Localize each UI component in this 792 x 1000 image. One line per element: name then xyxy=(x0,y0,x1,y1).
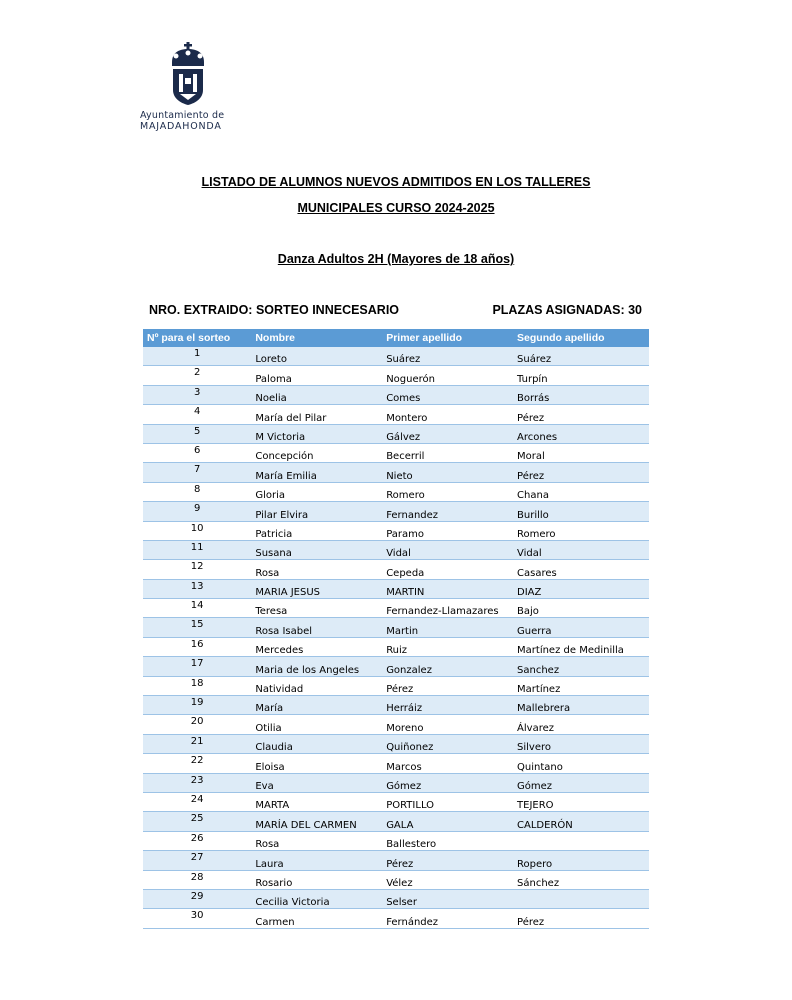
table-row xyxy=(143,754,649,773)
table-row xyxy=(143,851,649,870)
cell-draw-number: 28 xyxy=(143,870,251,889)
cell-draw-number: 12 xyxy=(143,560,251,579)
table-row xyxy=(143,599,649,618)
table-row xyxy=(143,347,649,366)
cell-draw-number: 6 xyxy=(143,443,251,462)
cell-draw-number: 30 xyxy=(143,909,251,928)
cell-first-name: Gloria xyxy=(251,482,382,501)
draw-number-info: NRO. EXTRAIDO: SORTEO INNECESARIO xyxy=(149,303,400,317)
cell-first-name: Rosa Isabel xyxy=(251,618,382,637)
table-row xyxy=(143,540,649,559)
table-row xyxy=(143,676,649,695)
cell-first-surname: Marcos xyxy=(382,754,513,773)
cell-first-surname: GALA xyxy=(382,812,513,831)
cell-second-surname: Moral xyxy=(513,443,649,462)
header-first-surname: Primer apellido xyxy=(382,329,513,347)
cell-first-surname: Vélez xyxy=(382,870,513,889)
cell-second-surname xyxy=(513,889,649,908)
cell-first-surname: Fernandez xyxy=(382,502,513,521)
document-title-line1: LISTADO DE ALUMNOS NUEVOS ADMITIDOS EN LOS TALLERES xyxy=(201,175,591,189)
cell-first-name: MARTA xyxy=(251,792,382,811)
table-row xyxy=(143,715,649,734)
cell-first-surname: PORTILLO xyxy=(382,792,513,811)
cell-first-surname: Romero xyxy=(382,482,513,501)
table-row xyxy=(143,792,649,811)
cell-draw-number: 9 xyxy=(143,502,251,521)
cell-draw-number: 26 xyxy=(143,831,251,850)
cell-first-surname: Paramo xyxy=(382,521,513,540)
cell-draw-number: 16 xyxy=(143,637,251,656)
table-row xyxy=(143,618,649,637)
table-row xyxy=(143,637,649,656)
cell-second-surname: Bajo xyxy=(513,599,649,618)
cell-draw-number: 2 xyxy=(143,366,251,385)
cell-second-surname: Suárez xyxy=(513,347,649,366)
cell-first-surname: Moreno xyxy=(382,715,513,734)
logo-caption xyxy=(140,110,240,132)
admitted-students-table xyxy=(143,329,649,929)
table-row xyxy=(143,889,649,908)
cell-first-name: Pilar Elvira xyxy=(251,502,382,521)
cell-second-surname: Arcones xyxy=(513,424,649,443)
cell-second-surname: Silvero xyxy=(513,734,649,753)
cell-second-surname xyxy=(513,831,649,850)
table-row xyxy=(143,366,649,385)
cell-second-surname: Gómez xyxy=(513,773,649,792)
table-row xyxy=(143,482,649,501)
cell-draw-number: 15 xyxy=(143,618,251,637)
cell-first-surname: Gómez xyxy=(382,773,513,792)
cell-second-surname: CALDERÓN xyxy=(513,812,649,831)
cell-draw-number: 7 xyxy=(143,463,251,482)
cell-first-name: Rosario xyxy=(251,870,382,889)
cell-first-surname: Gonzalez xyxy=(382,657,513,676)
table-row xyxy=(143,773,649,792)
cell-draw-number: 11 xyxy=(143,540,251,559)
table-header-row xyxy=(143,329,649,347)
cell-first-name: Laura xyxy=(251,851,382,870)
cell-second-surname: Sanchez xyxy=(513,657,649,676)
table-row xyxy=(143,831,649,850)
cell-first-surname: Selser xyxy=(382,889,513,908)
cell-draw-number: 13 xyxy=(143,579,251,598)
cell-first-name: Paloma xyxy=(251,366,382,385)
cell-first-name: Cecilia Victoria xyxy=(251,889,382,908)
header-draw-number: Nº para el sorteo xyxy=(143,329,251,347)
cell-second-surname: Chana xyxy=(513,482,649,501)
cell-first-name: Teresa xyxy=(251,599,382,618)
cell-second-surname: DIAZ xyxy=(513,579,649,598)
cell-first-surname: Vidal xyxy=(382,540,513,559)
cell-first-surname: Fernandez-Llamazares xyxy=(382,599,513,618)
cell-first-name: María Emilia xyxy=(251,463,382,482)
cell-draw-number: 18 xyxy=(143,676,251,695)
header-second-surname: Segundo apellido xyxy=(513,329,649,347)
table-row xyxy=(143,657,649,676)
table-row xyxy=(143,812,649,831)
cell-first-name: Eva xyxy=(251,773,382,792)
logo-line2: MAJADAHONDA xyxy=(140,121,222,132)
cell-first-name: Otilia xyxy=(251,715,382,734)
cell-first-name: MARIA JESUS xyxy=(251,579,382,598)
cell-draw-number: 14 xyxy=(143,599,251,618)
table-row xyxy=(143,696,649,715)
table-row xyxy=(143,734,649,753)
cell-first-surname: Suárez xyxy=(382,347,513,366)
crown-shield-icon xyxy=(168,42,208,106)
cell-first-surname: Pérez xyxy=(382,676,513,695)
cell-first-surname: Martin xyxy=(382,618,513,637)
cell-second-surname: Vidal xyxy=(513,540,649,559)
cell-draw-number: 27 xyxy=(143,851,251,870)
cell-first-name: MARÍA DEL CARMEN xyxy=(251,812,382,831)
table-row xyxy=(143,463,649,482)
cell-second-surname: Ropero xyxy=(513,851,649,870)
cell-second-surname: Pérez xyxy=(513,405,649,424)
table-row xyxy=(143,502,649,521)
cell-draw-number: 19 xyxy=(143,696,251,715)
cell-draw-number: 21 xyxy=(143,734,251,753)
table-row xyxy=(143,424,649,443)
cell-first-surname: Nieto xyxy=(382,463,513,482)
cell-first-name: Carmen xyxy=(251,909,382,928)
cell-first-name: María xyxy=(251,696,382,715)
cell-first-name: Noelia xyxy=(251,385,382,404)
cell-first-name: M Victoria xyxy=(251,424,382,443)
logo-line1: Ayuntamiento de xyxy=(140,110,225,121)
cell-draw-number: 24 xyxy=(143,792,251,811)
cell-draw-number: 29 xyxy=(143,889,251,908)
table-row xyxy=(143,443,649,462)
assigned-places-info: PLAZAS ASIGNADAS: 30 xyxy=(492,303,642,317)
table-row xyxy=(143,579,649,598)
table-row xyxy=(143,521,649,540)
cell-first-name: Concepción xyxy=(251,443,382,462)
cell-second-surname: Pérez xyxy=(513,909,649,928)
cell-second-surname: Casares xyxy=(513,560,649,579)
cell-second-surname: Burillo xyxy=(513,502,649,521)
cell-second-surname: Borrás xyxy=(513,385,649,404)
cell-draw-number: 10 xyxy=(143,521,251,540)
cell-draw-number: 8 xyxy=(143,482,251,501)
cell-first-name: Susana xyxy=(251,540,382,559)
cell-first-name: Rosa xyxy=(251,560,382,579)
cell-second-surname: Pérez xyxy=(513,463,649,482)
cell-first-surname: Pérez xyxy=(382,851,513,870)
cell-first-surname: Becerril xyxy=(382,443,513,462)
table-row xyxy=(143,909,649,928)
table-row xyxy=(143,385,649,404)
cell-first-surname: Ballestero xyxy=(382,831,513,850)
cell-draw-number: 23 xyxy=(143,773,251,792)
table-row xyxy=(143,560,649,579)
cell-second-surname: Sánchez xyxy=(513,870,649,889)
cell-second-surname: Turpín xyxy=(513,366,649,385)
table-row xyxy=(143,870,649,889)
cell-draw-number: 20 xyxy=(143,715,251,734)
cell-draw-number: 5 xyxy=(143,424,251,443)
document-title-line2: MUNICIPALES CURSO 2024-2025 xyxy=(297,201,495,215)
workshop-subtitle: Danza Adultos 2H (Mayores de 18 años) xyxy=(277,252,515,266)
cell-second-surname: Mallebrera xyxy=(513,696,649,715)
cell-first-surname: Montero xyxy=(382,405,513,424)
cell-second-surname: TEJERO xyxy=(513,792,649,811)
cell-first-surname: Ruiz xyxy=(382,637,513,656)
cell-draw-number: 1 xyxy=(143,347,251,366)
table-body xyxy=(143,347,649,928)
header-first-name: Nombre xyxy=(251,329,382,347)
cell-draw-number: 17 xyxy=(143,657,251,676)
cell-second-surname: Martínez xyxy=(513,676,649,695)
cell-first-surname: Herráiz xyxy=(382,696,513,715)
cell-first-surname: Gálvez xyxy=(382,424,513,443)
cell-draw-number: 4 xyxy=(143,405,251,424)
cell-draw-number: 22 xyxy=(143,754,251,773)
cell-first-name: Mercedes xyxy=(251,637,382,656)
cell-first-name: Claudia xyxy=(251,734,382,753)
cell-first-surname: MARTIN xyxy=(382,579,513,598)
cell-first-surname: Fernández xyxy=(382,909,513,928)
cell-second-surname: Quintano xyxy=(513,754,649,773)
cell-first-surname: Noguerón xyxy=(382,366,513,385)
cell-first-name: Loreto xyxy=(251,347,382,366)
table-row xyxy=(143,405,649,424)
cell-first-name: Patricia xyxy=(251,521,382,540)
cell-draw-number: 25 xyxy=(143,812,251,831)
cell-second-surname: Martínez de Medinilla xyxy=(513,637,649,656)
cell-second-surname: Álvarez xyxy=(513,715,649,734)
cell-first-surname: Quiñonez xyxy=(382,734,513,753)
cell-second-surname: Romero xyxy=(513,521,649,540)
cell-first-name: Rosa xyxy=(251,831,382,850)
cell-first-name: Natividad xyxy=(251,676,382,695)
municipal-logo xyxy=(140,42,240,132)
cell-first-surname: Comes xyxy=(382,385,513,404)
cell-first-name: Maria de los Angeles xyxy=(251,657,382,676)
cell-second-surname: Guerra xyxy=(513,618,649,637)
cell-draw-number: 3 xyxy=(143,385,251,404)
cell-first-name: Eloisa xyxy=(251,754,382,773)
cell-first-name: María del Pilar xyxy=(251,405,382,424)
cell-first-surname: Cepeda xyxy=(382,560,513,579)
